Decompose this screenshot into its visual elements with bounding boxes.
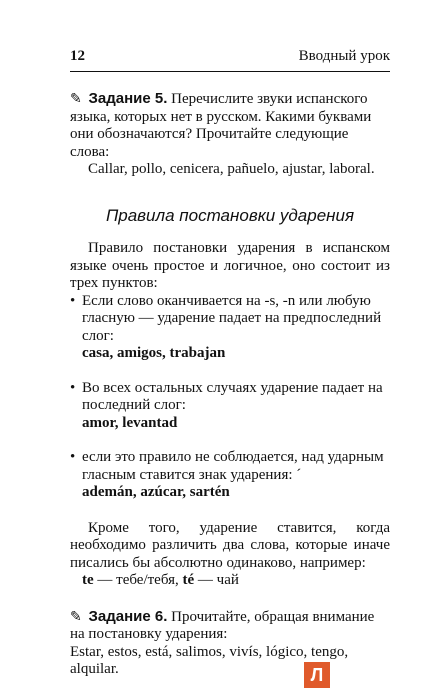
word-te-accent: té [182,572,195,588]
page-number: 12 [70,48,85,64]
example-te [70,572,390,590]
page-content [70,90,390,679]
task-6-label: Задание 6. [88,607,168,625]
task-5-words: Callar, pollo, cenicera, pañuelo, ajustar, laboral. [88,161,375,177]
rule-item [70,293,390,363]
rule-examples: casa, amigos, trabajan [82,345,226,361]
task-5-label: Задание 5. [88,90,168,107]
rule-examples: ademán, azúcar, sartén [82,484,230,500]
task-6 [70,608,390,679]
paragraph-2: Кроме того, ударение ставится, когда необходимо различить два слова, которые иначе писались бы абсолютно одинаково, например: [70,519,390,571]
bullet: • [70,449,76,465]
word-te: te [82,572,94,588]
publisher-logo-icon: Л [304,662,330,688]
rule-item [70,380,390,433]
translation-te: — тебе/тебя, [93,572,183,588]
rule-text: если это правило не соблюдается, над ударным гласным ставится знак ударения: ´ [82,449,384,483]
bullet: • [70,292,76,309]
page-header [70,48,390,72]
rules-list [70,293,390,502]
task-6-words: Estar, estos, está, salimos, vivís, lógico, tengo, alquilar. [70,643,349,677]
pencil-icon: ✎ [70,92,82,107]
intro-paragraph: Правило постановки ударения в испанском языке очень простое и логичное, оно состоит из трех пунктов: [70,240,390,291]
task-5 [70,90,390,179]
task-5-text: Перечислите звуки испанского языка, которых нет в русском. Какими буквами они обозначаются? Прочитайте следующие слова: [70,91,372,160]
bullet: • [70,379,76,396]
rule-examples: amor, levantad [82,414,178,431]
rule-text: Если слово оканчивается на -s, -n или любую гласную — ударение падает на предпоследний слог: [82,292,382,344]
rule-text: Во всех остальных случаях ударение падает на последний слог: [82,379,383,413]
section-title: Правила постановки ударения [105,205,355,225]
chapter-title: Вводный урок [298,48,390,64]
task-6-text: Прочитайте, обращая внимание на постановку ударения: [70,608,375,642]
rule-item [70,449,390,502]
translation-tea: — чай [194,572,239,588]
pencil-icon: ✎ [70,609,82,625]
